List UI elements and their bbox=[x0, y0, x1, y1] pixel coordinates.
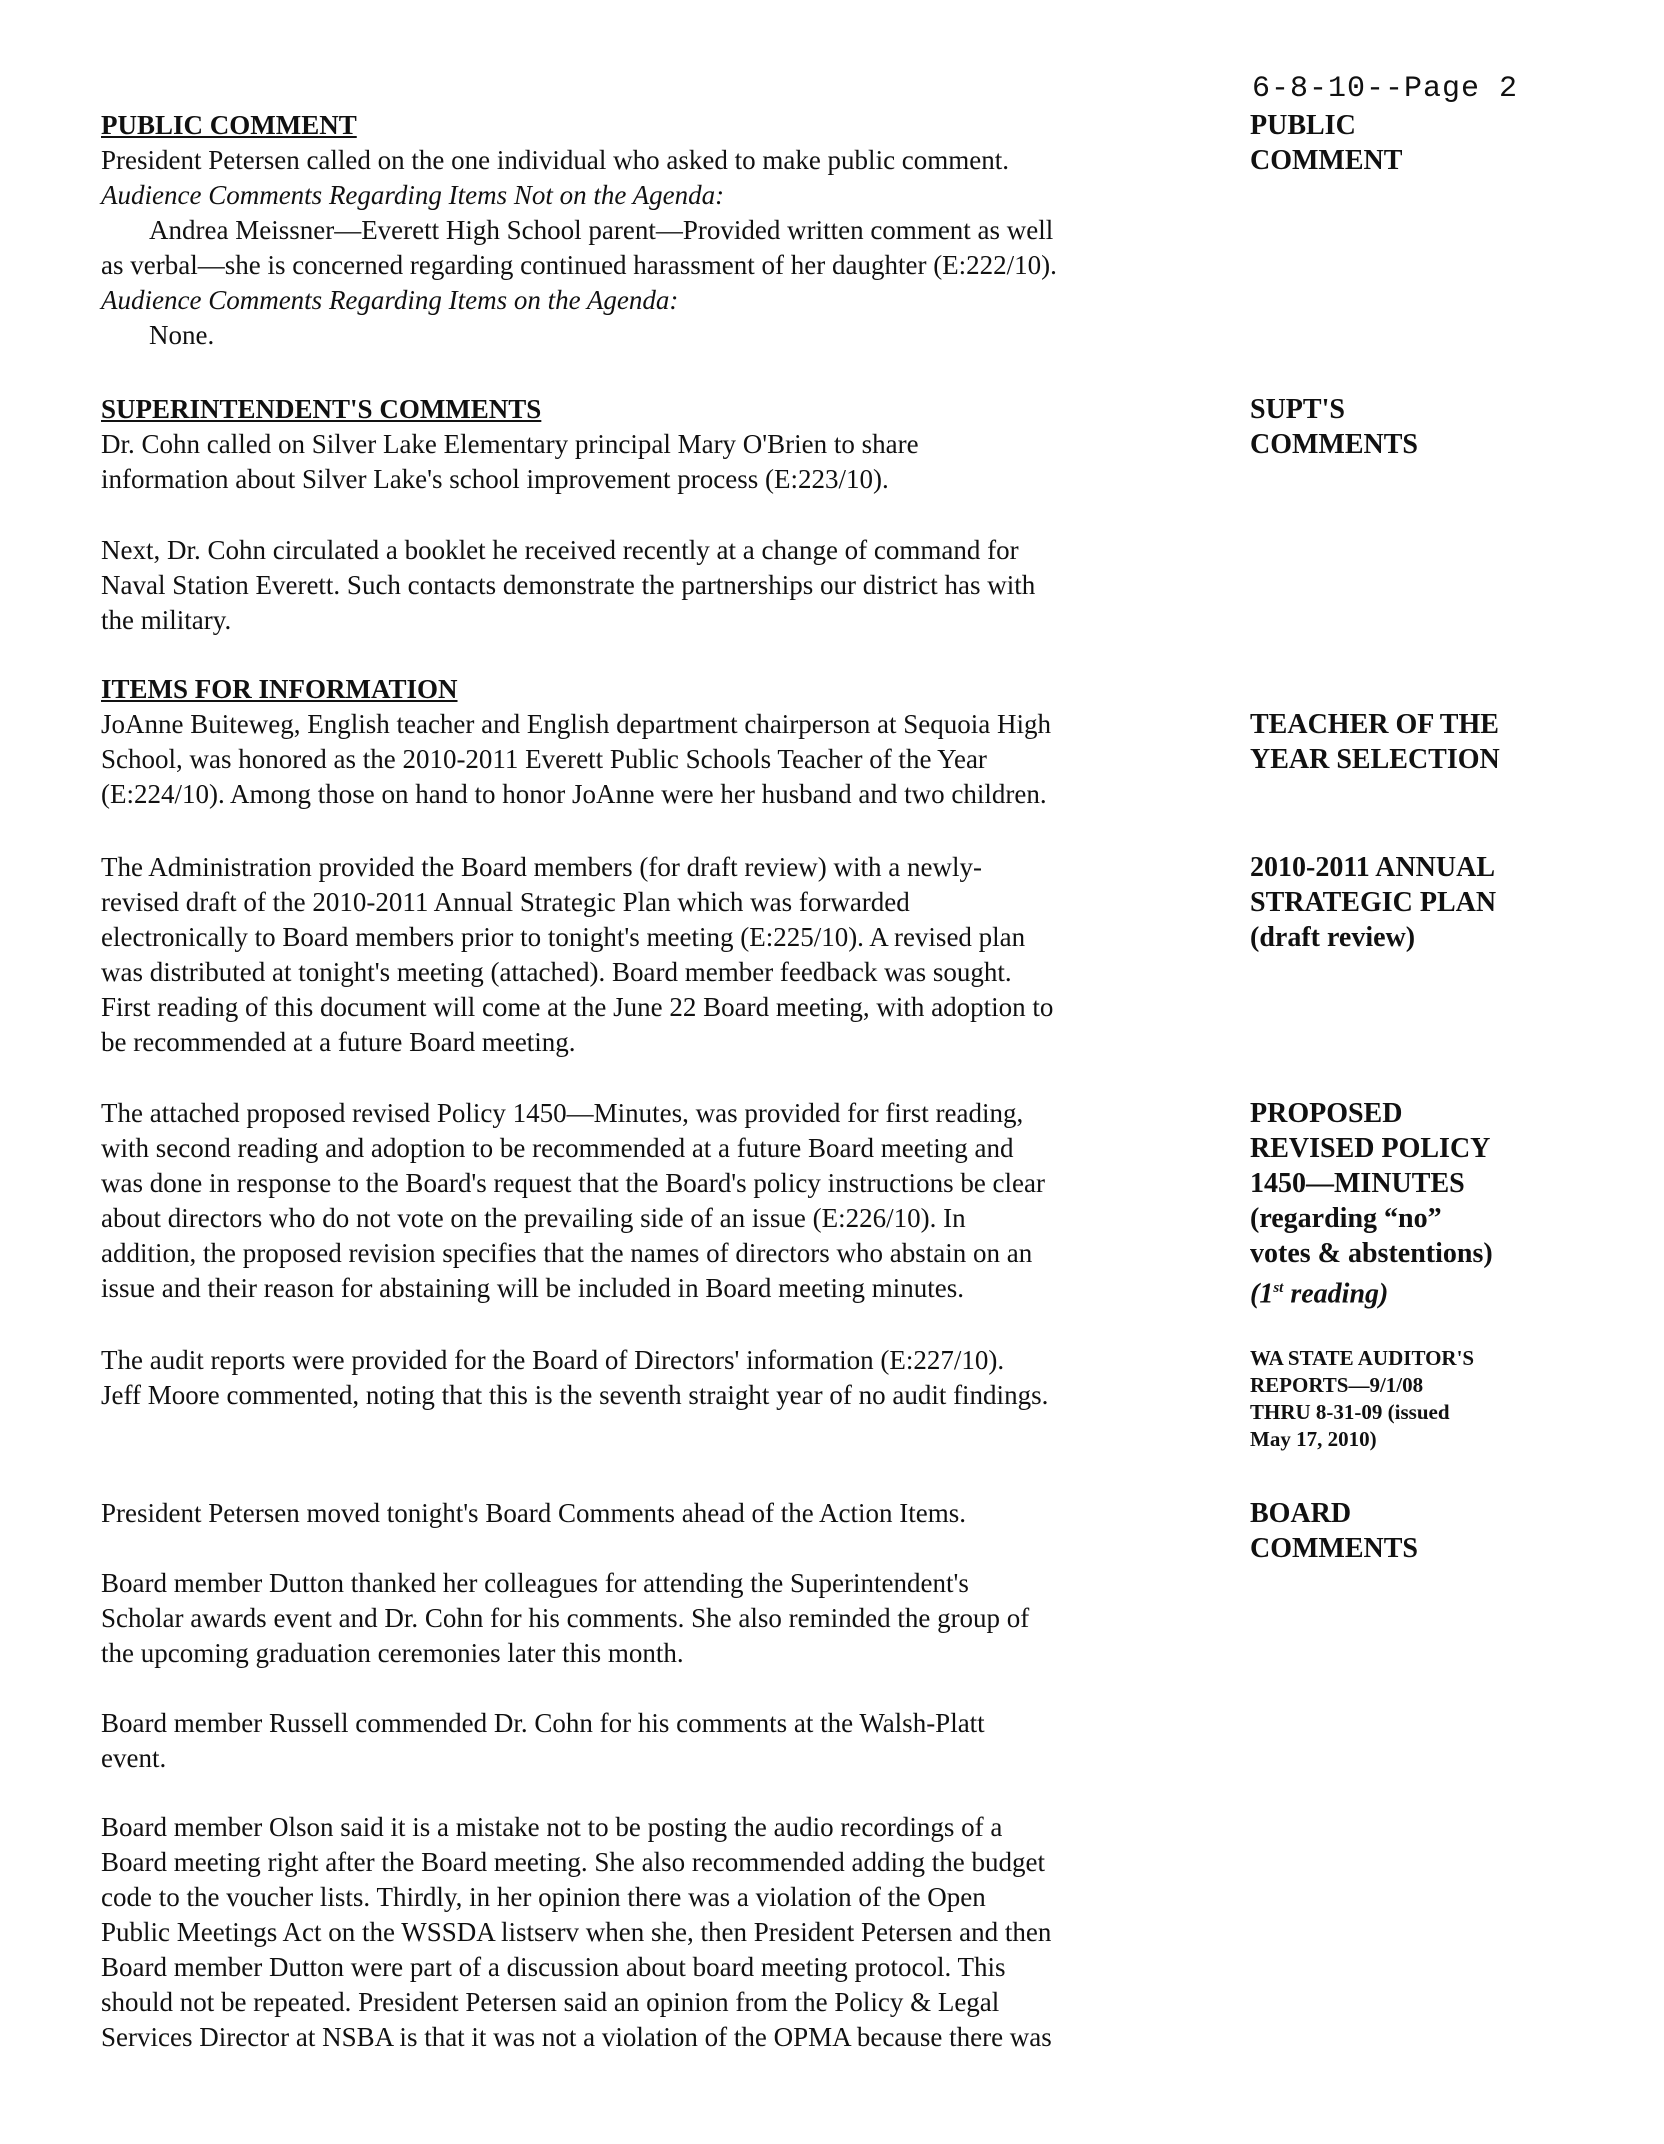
teacher-line3: (E:224/10). Among those on hand to honor JoAnne were her husband and two children. bbox=[101, 779, 1047, 809]
plan-line2: revised draft of the 2010-2011 Annual Strategic Plan which was forwarded bbox=[101, 887, 910, 917]
superintendent-para1-line2: information about Silver Lake's school improvement process (E:223/10). bbox=[101, 464, 889, 494]
superintendent-para2-line1: Next, Dr. Cohn circulated a booklet he received recently at a change of command for bbox=[101, 535, 1019, 565]
olson-line1: Board member Olson said it is a mistake not to be posting the audio recordings of a bbox=[101, 1812, 1003, 1842]
margin-policy-line1: PROPOSED bbox=[1250, 1098, 1403, 1129]
russell-paragraph bbox=[101, 1706, 1201, 1776]
dutton-line1: Board member Dutton thanked her colleagues for attending the Superintendent's bbox=[101, 1568, 969, 1598]
margin-strategic-plan bbox=[1250, 850, 1580, 955]
public-comment-heading: PUBLIC COMMENT bbox=[101, 110, 357, 140]
on-agenda-value: None. bbox=[149, 320, 215, 350]
superintendent-para2 bbox=[101, 533, 1201, 638]
margin-plan-line1: 2010-2011 ANNUAL bbox=[1250, 852, 1496, 883]
audit-line2: Jeff Moore commented, noting that this is the seventh straight year of no audit findings. bbox=[101, 1380, 1049, 1410]
margin-policy-reading bbox=[1250, 1271, 1580, 1311]
plan-line1: The Administration provided the Board members (for draft review) with a newly- bbox=[101, 852, 982, 882]
margin-supt-line2: COMMENTS bbox=[1250, 429, 1418, 460]
plan-line4: was distributed at tonight's meeting (attached). Board member feedback was sought. bbox=[101, 957, 1012, 987]
page-number: 6-8-10--Page 2 bbox=[1252, 72, 1519, 106]
policy-line2: with second reading and adoption to be recommended at a future Board meeting and bbox=[101, 1133, 1014, 1163]
olson-line3: code to the voucher lists. Thirdly, in her opinion there was a violation of the Open bbox=[101, 1882, 986, 1912]
margin-plan-line3: (draft review) bbox=[1250, 922, 1416, 953]
dutton-line2: Scholar awards event and Dr. Cohn for his comments. She also reminded the group of bbox=[101, 1603, 1030, 1633]
olson-line7: Services Director at NSBA is that it was not a violation of the OPMA because there was bbox=[101, 2022, 1052, 2052]
margin-teacher-of-year bbox=[1250, 707, 1580, 777]
board-comments-para1: President Petersen moved tonight's Board Comments ahead of the Action Items. bbox=[101, 1498, 966, 1528]
olson-line5: Board member Dutton were part of a discussion about board meeting protocol. This bbox=[101, 1952, 1006, 1982]
policy-line3: was done in response to the Board's request that the Board's policy instructions be clear bbox=[101, 1168, 1045, 1198]
margin-supt-comments bbox=[1250, 392, 1580, 462]
not-on-agenda-comment-line1: Andrea Meissner—Everett High School parent—Provided written comment as well bbox=[149, 215, 1054, 245]
margin-auditor-line3: THRU 8-31-09 (issued bbox=[1250, 1400, 1450, 1424]
not-on-agenda-label: Audience Comments Regarding Items Not on the Agenda: bbox=[101, 180, 725, 210]
margin-board-comments bbox=[1250, 1496, 1580, 1566]
policy-line6: issue and their reason for abstaining will be included in Board meeting minutes. bbox=[101, 1273, 965, 1303]
superintendent-para1-line1: Dr. Cohn called on Silver Lake Elementary principal Mary O'Brien to share bbox=[101, 429, 919, 459]
plan-line3: electronically to Board members prior to tonight's meeting (E:225/10). A revised plan bbox=[101, 922, 1026, 952]
margin-policy-line2: REVISED POLICY bbox=[1250, 1133, 1491, 1164]
margin-auditor-line2: REPORTS—9/1/08 bbox=[1250, 1373, 1424, 1397]
information-heading: ITEMS FOR INFORMATION bbox=[101, 674, 458, 704]
olson-line6: should not be repeated. President Petersen said an opinion from the Policy & Legal bbox=[101, 1987, 1000, 2017]
margin-policy-1450 bbox=[1250, 1096, 1580, 1311]
policy-paragraph bbox=[101, 1096, 1201, 1306]
olson-paragraph bbox=[101, 1810, 1201, 2055]
audit-paragraph bbox=[101, 1343, 1201, 1413]
margin-policy-line5: votes & abstentions) bbox=[1250, 1238, 1493, 1269]
policy-line5: addition, the proposed revision specifies that the names of directors who abstain on an bbox=[101, 1238, 1033, 1268]
teacher-line1: JoAnne Buiteweg, English teacher and English department chairperson at Sequoia High bbox=[101, 709, 1051, 739]
margin-public-comment-line2: COMMENT bbox=[1250, 145, 1403, 176]
margin-board-line2: COMMENTS bbox=[1250, 1533, 1418, 1564]
superintendent-section bbox=[101, 392, 1201, 497]
plan-line5: First reading of this document will come at the June 22 Board meeting, with adoption to bbox=[101, 992, 1054, 1022]
margin-public-comment bbox=[1250, 108, 1580, 178]
dutton-line3: the upcoming graduation ceremonies later this month. bbox=[101, 1638, 684, 1668]
russell-line1: Board member Russell commended Dr. Cohn for his comments at the Walsh-Platt bbox=[101, 1708, 985, 1738]
superintendent-para2-line3: the military. bbox=[101, 605, 232, 635]
superintendent-heading: SUPERINTENDENT'S COMMENTS bbox=[101, 394, 542, 424]
margin-policy-line3: 1450—MINUTES bbox=[1250, 1168, 1465, 1199]
public-comment-intro: President Petersen called on the one individual who asked to make public comment. bbox=[101, 145, 1010, 175]
board-comments-intro bbox=[101, 1496, 1201, 1531]
olson-line2: Board meeting right after the Board meeting. She also recommended adding the budget bbox=[101, 1847, 1045, 1877]
policy-line1: The attached proposed revised Policy 1450—Minutes, was provided for first reading, bbox=[101, 1098, 1024, 1128]
margin-auditor-reports bbox=[1250, 1345, 1580, 1453]
russell-line2: event. bbox=[101, 1743, 167, 1773]
not-on-agenda-comment-line2: as verbal—she is concerned regarding continued harassment of her daughter (E:222/10). bbox=[101, 250, 1057, 280]
margin-policy-reading-sup: st bbox=[1273, 1280, 1284, 1296]
margin-board-line1: BOARD bbox=[1250, 1498, 1352, 1529]
information-section bbox=[101, 672, 1201, 812]
superintendent-para2-line2: Naval Station Everett. Such contacts demonstrate the partnerships our district has with bbox=[101, 570, 1036, 600]
margin-policy-reading-num: (1 bbox=[1250, 1278, 1274, 1310]
margin-public-comment-line1: PUBLIC bbox=[1250, 110, 1356, 141]
olson-line4: Public Meetings Act on the WSSDA listserv when she, then President Petersen and then bbox=[101, 1917, 1052, 1947]
dutton-paragraph bbox=[101, 1566, 1201, 1671]
strategic-plan-paragraph bbox=[101, 850, 1201, 1060]
public-comment-section bbox=[101, 108, 1201, 353]
audit-line1: The audit reports were provided for the Board of Directors' information (E:227/10). bbox=[101, 1345, 1005, 1375]
margin-teacher-line2: YEAR SELECTION bbox=[1250, 744, 1500, 775]
teacher-line2: School, was honored as the 2010-2011 Everett Public Schools Teacher of the Year bbox=[101, 744, 987, 774]
margin-policy-reading-word: reading) bbox=[1283, 1278, 1389, 1310]
margin-auditor-line1: WA STATE AUDITOR'S bbox=[1250, 1346, 1475, 1370]
margin-auditor-line4: May 17, 2010) bbox=[1250, 1427, 1377, 1451]
margin-policy-line4: (regarding “no” bbox=[1250, 1203, 1442, 1234]
margin-teacher-line1: TEACHER OF THE bbox=[1250, 709, 1499, 740]
on-agenda-label: Audience Comments Regarding Items on the Agenda: bbox=[101, 285, 679, 315]
margin-supt-line1: SUPT'S bbox=[1250, 394, 1345, 425]
margin-plan-line2: STRATEGIC PLAN bbox=[1250, 887, 1497, 918]
plan-line6: be recommended at a future Board meeting. bbox=[101, 1027, 576, 1057]
policy-line4: about directors who do not vote on the prevailing side of an issue (E:226/10). In bbox=[101, 1203, 966, 1233]
